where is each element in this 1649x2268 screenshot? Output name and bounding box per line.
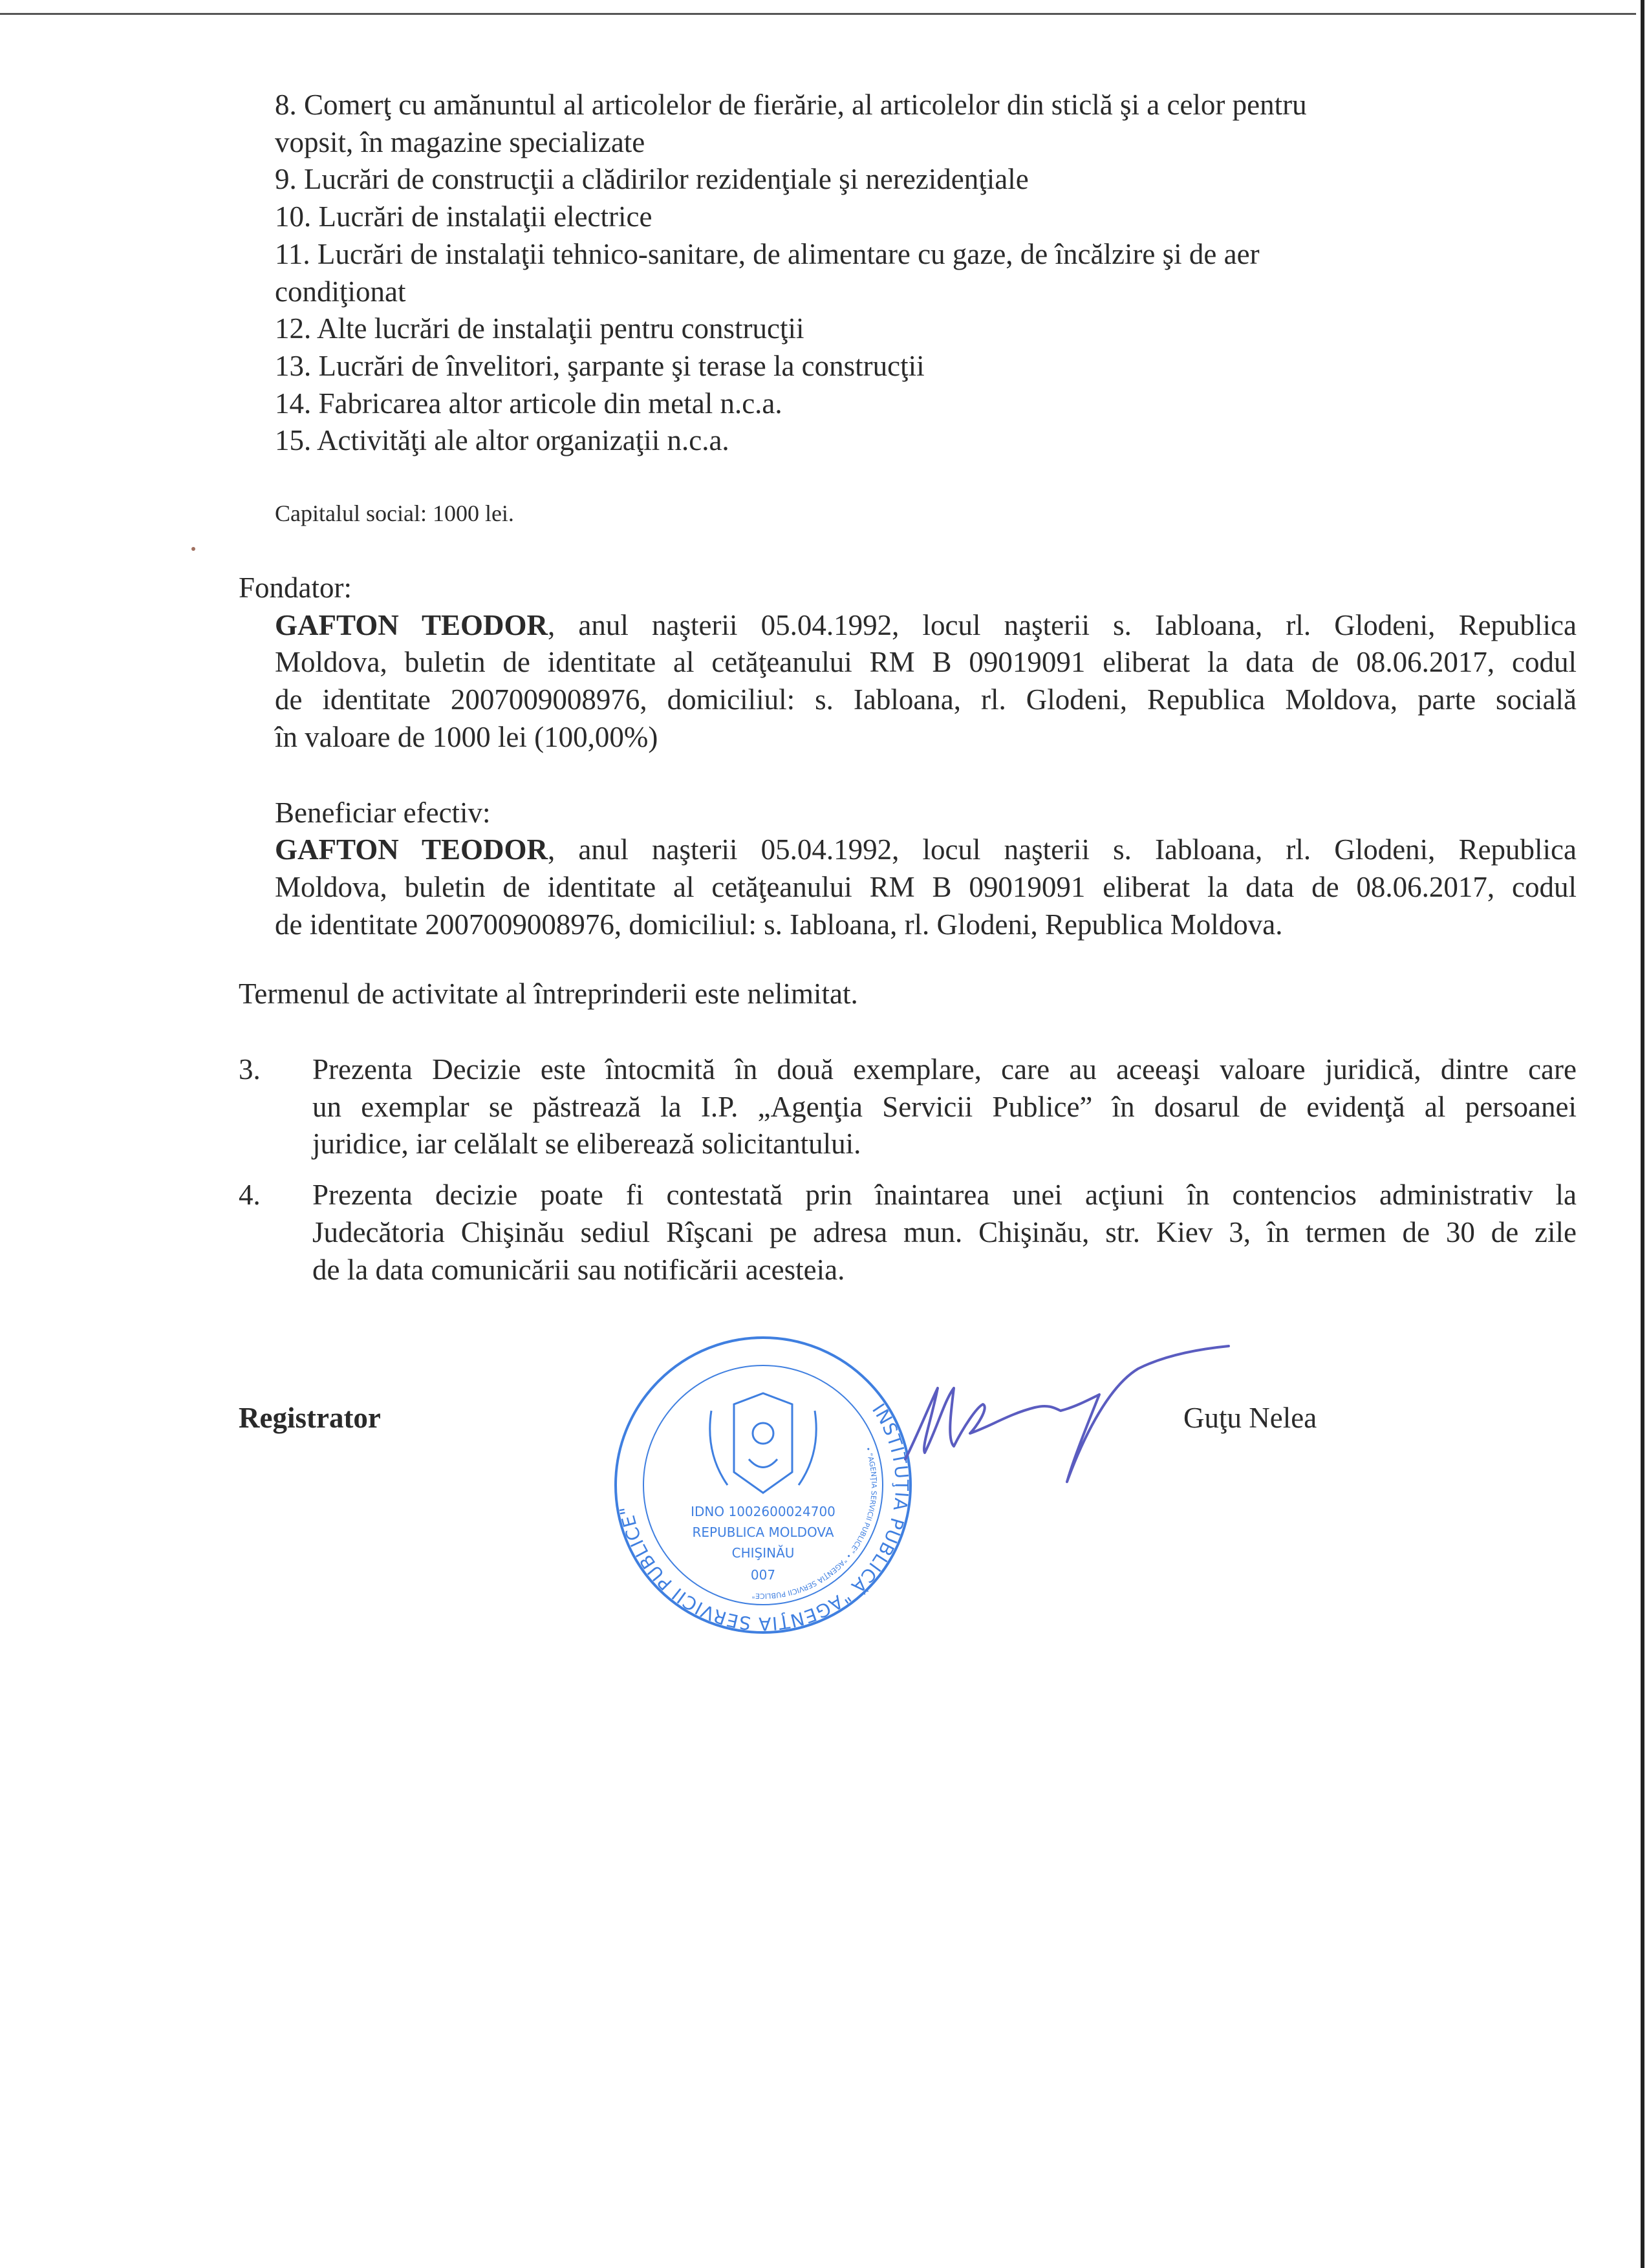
activity-line: vopsit, în magazine specializate <box>275 125 645 158</box>
beneficiary-name: GAFTON TEODOR <box>275 833 548 866</box>
clause-number: 3. <box>239 1053 261 1086</box>
share-capital: Capitalul social: 1000 lei. <box>275 500 514 527</box>
founder-line: Moldova, buletin de identitate al cetăţeanului RM B 09019091 eliberat la data de 08.06.2017, codul <box>275 646 1577 679</box>
clause-line: de la data comunicării sau notificării acesteia. <box>312 1253 845 1286</box>
founder-line: de identitate 2007009008976, domiciliul: s. Iabloana, rl. Glodeni, Republica Moldova, parte socială <box>275 683 1577 716</box>
activity-item: 14. Fabricarea altor articole din metal n.c.a. <box>275 387 782 420</box>
stamp-city: CHIŞINĂU <box>731 1545 795 1561</box>
handwritten-signature <box>892 1330 1255 1498</box>
founder-name: GAFTON TEODOR <box>275 608 548 641</box>
registrar-name: Guţu Nelea <box>1183 1402 1317 1435</box>
stamp-country: REPUBLICA MOLDOVA <box>692 1524 834 1541</box>
activity-item: 10. Lucrări de instalaţii electrice <box>275 200 652 233</box>
founder-line: în valoare de 1000 lei (100,00%) <box>275 720 658 753</box>
stamp-inner-text: • "AGENŢIA SERVICII PUBLICE" • "AGENŢIA SERVICII PUBLICE" <box>751 1446 879 1601</box>
clause-line: Judecătoria Chişinău sediul Rîşcani pe adresa mun. Chişinău, str. Kiev 3, în termen de 30 de zile <box>312 1215 1577 1248</box>
activity-line: condiţionat <box>275 275 406 308</box>
activity-item <box>275 87 1577 161</box>
signature-row <box>239 1400 1577 1697</box>
beneficiary-heading: Beneficiar efectiv: <box>275 796 491 829</box>
stamp-code: 007 <box>750 1567 776 1583</box>
document-body <box>239 87 1577 1697</box>
activity-item: 15. Activităţi ale altor organizaţii n.c.a. <box>275 424 729 457</box>
beneficiary-paragraph <box>275 831 1577 943</box>
founder-paragraph <box>275 607 1577 756</box>
activity-item <box>275 236 1577 310</box>
beneficiary-line: GAFTON TEODOR, anul naşterii 05.04.1992, locul naşterii s. Iabloana, rl. Glodeni, Republica <box>275 833 1577 866</box>
stamp-outer-text: INSTITUŢIA PUBLICĂ "AGENŢIA SERVICII PUBLICE" <box>615 1400 913 1635</box>
activity-list <box>275 87 1577 460</box>
clause-3 <box>239 1051 1577 1163</box>
registrator-label: Registrator <box>239 1402 381 1435</box>
activity-line: 8. Comerţ cu amănuntul al articolelor de fierărie, al articolelor din sticlă şi a celor pentru <box>275 89 1307 121</box>
founder-line: GAFTON TEODOR, anul naşterii 05.04.1992, locul naşterii s. Iabloana, rl. Glodeni, Republica <box>275 608 1577 641</box>
scan-edge-top <box>0 13 1636 15</box>
clause-line: Prezenta Decizie este întocmită în două exemplare, care au aceeaşi valoare juridică, dintre care <box>312 1053 1577 1086</box>
beneficiary-line: Moldova, buletin de identitate al cetăţeanului RM B 09019091 eliberat la data de 08.06.2017, codul <box>275 870 1577 903</box>
activity-item: 9. Lucrări de construcţii a clădirilor rezidenţiale şi nerezidenţiale <box>275 163 1029 196</box>
activity-line: 11. Lucrări de instalaţii tehnico-sanitare, de alimentare cu gaze, de încălzire şi de aer <box>275 237 1260 270</box>
scan-edge-right <box>1641 0 1644 2268</box>
activity-item: 13. Lucrări de învelitori, şarpante şi terase la construcţii <box>275 349 925 382</box>
clause-line: Prezenta decizie poate fi contestată prin înaintarea unei acţiuni în contencios administrativ la <box>312 1179 1577 1212</box>
clause-line: un exemplar se păstrează la I.P. „Agenţia Servicii Publice” în dosarul de evidenţă al persoanei <box>312 1090 1577 1123</box>
stamp-idno: IDNO 1002600024700 <box>691 1504 835 1520</box>
activity-item: 12. Alte lucrări de instalaţii pentru construcţii <box>275 312 804 345</box>
scan-speck <box>191 547 195 551</box>
official-stamp <box>601 1323 925 1647</box>
term-statement: Termenul de activitate al întreprinderii este nelimitat. <box>239 978 858 1011</box>
beneficiary-line: de identitate 2007009008976, domiciliul: s. Iabloana, rl. Glodeni, Republica Moldova. <box>275 908 1283 941</box>
clause-4 <box>239 1177 1577 1289</box>
clause-line: juridice, iar celălalt se eliberează solicitantului. <box>312 1128 861 1161</box>
founder-heading: Fondator: <box>239 572 352 604</box>
clause-number: 4. <box>239 1179 261 1212</box>
